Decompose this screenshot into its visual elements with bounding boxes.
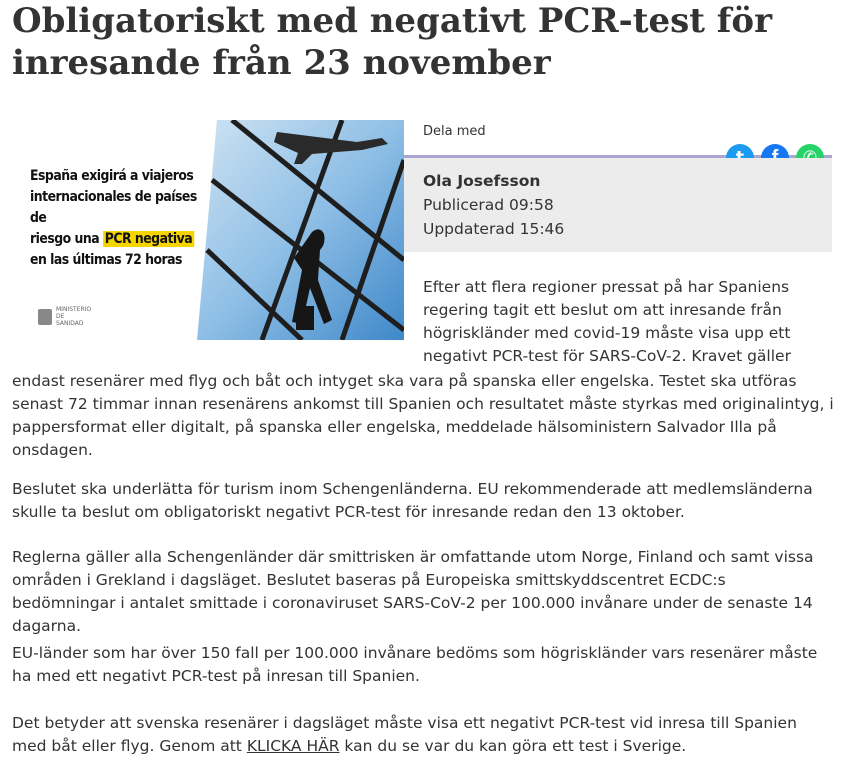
article-paragraph-5: Det betyder att svenska resenärer i dagsläget måste visa ett negativt PCR-test vid inresa till Spanien med båt eller flyg. Genom att KLICKA HÄR kan du se var du kan göra ett test i Sverige. [12,714,797,755]
share-label: Dela med [423,124,486,139]
updated-time: Uppdaterad 15:46 [423,220,565,238]
article-paragraph-2: Beslutet ska underlätta för turism inom Schengenländerna. EU rekommenderade att medlemsländerna skulle ta beslut om obligatoriskt negativt PCR-test för inresande redan den 13 oktober. [12,480,813,521]
author-name: Ola Josefsson [423,172,541,190]
article-title: Obligatoriskt med negativt PCR-test för inresande från 23 november [12,1,773,83]
published-time: Publicerad 09:58 [423,196,554,214]
hero-image [12,120,404,340]
ministry-logo: MINISTERIO DE SANIDAD [38,306,90,327]
article-paragraph-1-continued: endast resenärer med flyg och båt och intyget ska vara på spanska eller engelska. Testet ska utföras senast 72 timmar innan resenärens ankomst till Spanien och resultatet måste styrkas med originalintyg, i pappersformat eller digitalt, på spanska eller engelska, meddelade hälsoministern Salvador Illa på onsdagen. [12,372,834,459]
crest-icon [38,309,52,325]
test-locations-link[interactable]: KLICKA HÄR [246,737,340,755]
article-paragraph-3: Reglerna gäller alla Schengenländer där smittrisken är omfattande utom Norge, Finland och samt vissa områden i Grekland i dagsläget. Beslutet baseras på Europeiska smittskyddscentret ECDC:s bedömningar i antalet smittade i coronaviruset SARS-CoV-2 per 100.000 invånare under de senaste 14 dagarna. [12,548,814,635]
article-paragraph-1-lead: Efter att flera regioner pressat på har Spaniens regering tagit ett beslut om att inresande från högriskländer med covid-19 måste visa upp ett negativt PCR-test för SARS-CoV-2. Kravet gäller [423,278,791,365]
article-paragraph-4: EU-länder som har över 150 fall per 100.000 invånare bedöms som högriskländer vars resenärer måste ha med ett negativt PCR-test på inresan till Spanien. [12,644,818,685]
hero-caption: España exigirá a viajeros internacionales de países de riesgo una PCR negativa en las últimas 72 horas [30,168,197,268]
article-meta [404,158,832,252]
